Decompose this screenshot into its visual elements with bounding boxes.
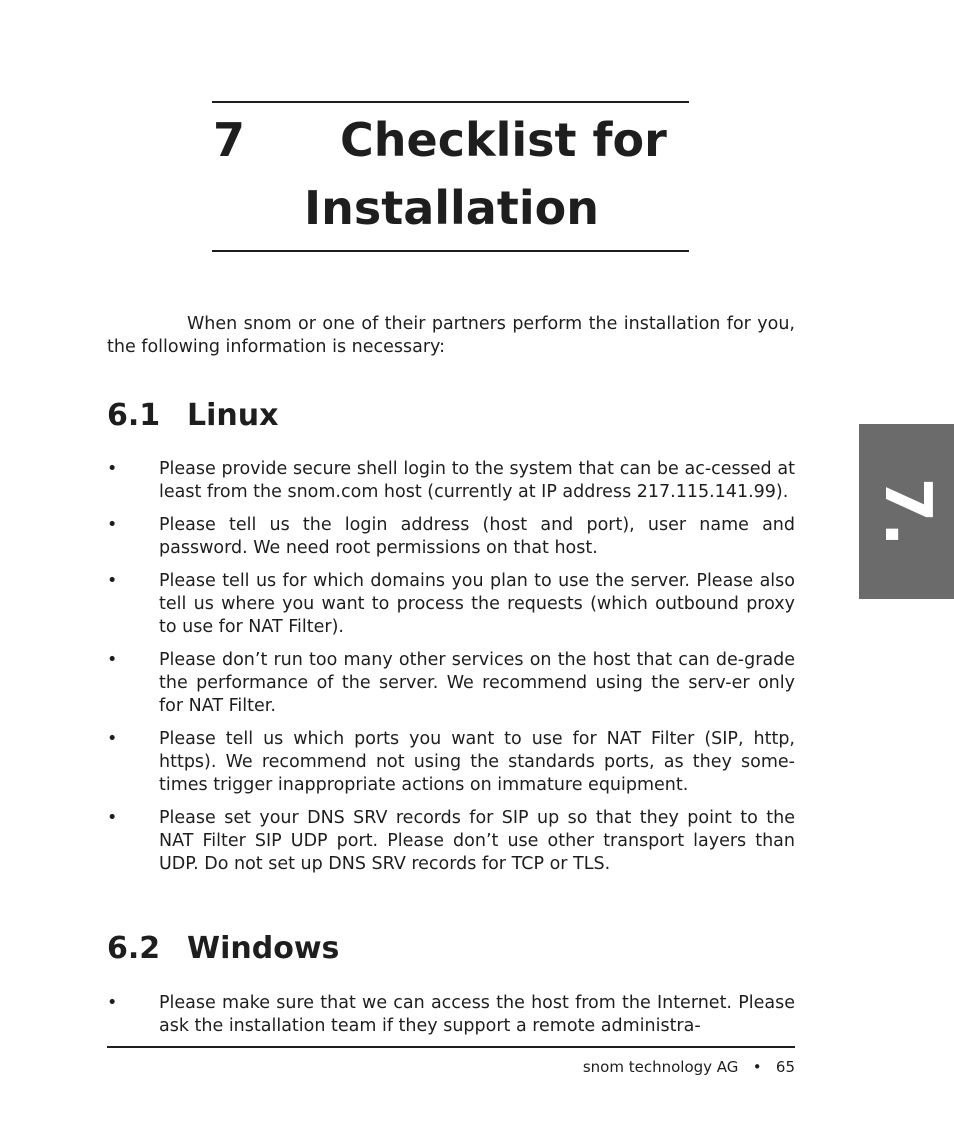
bullet-icon: •	[107, 729, 118, 749]
list-item	[107, 807, 795, 876]
bullet-icon: •	[107, 571, 118, 591]
bullet-icon: •	[107, 650, 118, 670]
list-item	[107, 458, 795, 504]
list-item	[107, 992, 795, 1038]
list-item	[107, 728, 795, 797]
chapter-title-line1: Checklist for	[340, 113, 667, 167]
chapter-title-line2: Installation	[304, 181, 599, 235]
section-heading-linux	[107, 398, 278, 434]
page-number: 65	[775, 1058, 795, 1076]
section-title: Windows	[187, 931, 340, 966]
section-number: 6.1	[107, 398, 161, 433]
chapter-number: 7	[213, 113, 246, 167]
title-bottom-rule	[212, 250, 689, 252]
list-item	[107, 570, 795, 639]
page-footer	[583, 1057, 795, 1077]
bullet-icon: •	[107, 459, 118, 479]
chapter-side-tab	[859, 424, 954, 599]
title-top-rule	[212, 101, 689, 103]
footer-separator: •	[752, 1058, 762, 1076]
footer-company: snom technology AG	[582, 1058, 739, 1076]
footer-rule	[107, 1046, 795, 1048]
bullet-icon: •	[107, 808, 118, 828]
section-number: 6.2	[107, 931, 161, 966]
intro-text: When snom or one of their partners perform the installation for you, the following information is necessary:	[107, 314, 795, 357]
list-item-text: Please tell us for which domains you plan to use the server. Please also tell us where you want to process the requests (which outbound proxy to use for NAT Filter).	[159, 571, 795, 637]
list-item	[107, 514, 795, 560]
list-item-text: Please tell us which ports you want to use for NAT Filter (SIP, http, https). We recommend not using the standards ports, as they some-times trigger inappropriate actions on immature equipment.	[159, 729, 795, 795]
list-item-text: Please provide secure shell login to the system that can be ac-cessed at least from the snom.com host (currently at IP address 217.115.141.99).	[159, 459, 795, 502]
bullet-icon: •	[107, 515, 118, 535]
windows-checklist	[107, 992, 795, 1048]
list-item-text: Please tell us the login address (host and port), user name and password. We need root permissions on that host.	[159, 515, 795, 558]
list-item-text: Please make sure that we can access the host from the Internet. Please ask the installation team if they support a remote administra-	[159, 993, 795, 1036]
section-heading-windows	[107, 931, 339, 967]
list-item	[107, 649, 795, 718]
list-item-text: Please don’t run too many other services on the host that can de-grade the performance of the server. We recommend using the serv-er only for NAT Filter.	[159, 650, 795, 716]
linux-checklist	[107, 458, 795, 886]
intro-paragraph	[107, 313, 795, 359]
section-title: Linux	[187, 398, 279, 433]
chapter-tab-label: 7.	[869, 477, 944, 546]
bullet-icon: •	[107, 993, 118, 1013]
list-item-text: Please set your DNS SRV records for SIP up so that they point to the NAT Filter SIP UDP port. Please don’t use other transport layers than UDP. Do not set up DNS SRV records for TCP or TLS.	[159, 808, 795, 874]
